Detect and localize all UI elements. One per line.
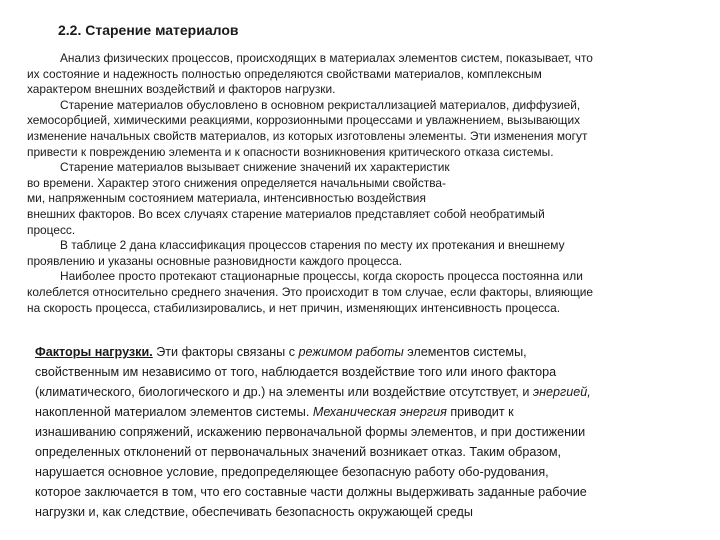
text-line: нагрузки и, как следствие, обеспечивать безопасность окружающей среды: [35, 505, 473, 519]
text-line: на скорость процесса, стабилизировались, и нет причин, изменяющих интенсивность процесса.: [27, 300, 561, 315]
text-line: которое заключается в том, что его составные части должны выдерживать заданные рабочие: [35, 485, 587, 499]
text-line: колеблется относительно среднего значения. Это происходит в том случае, если факторы, влияющие: [27, 284, 593, 299]
text-line: свойственным им независимо от того, наблюдается воздействие того или иного фактора: [35, 365, 557, 379]
text-line: изменение начальных свойств материалов, из которых изготовлены элементы. Эти изменения могут: [27, 128, 588, 143]
text-span: приводит к: [446, 405, 514, 419]
text-line: Старение материалов обусловлено в основном рекристаллизацией материалов, диффузией,: [60, 97, 581, 112]
emphasis-text: Механическая энергия: [312, 405, 447, 419]
text-line: их состояние и надежность полностью определяются свойствами материалов, комплексным: [27, 66, 542, 81]
text-line: проявлению и указаны основные разновидности каждого процесса.: [27, 253, 403, 268]
text-line: Анализ физических процессов, происходящих в материалах элементов систем, показывает, что: [60, 51, 593, 65]
load-factors-block: [35, 342, 705, 522]
text-line: [35, 342, 705, 362]
text-line: [35, 402, 705, 422]
text-span: Эти факторы связаны с: [152, 345, 299, 359]
text-line: Наиболее просто протекают стационарные процессы, когда скорость процесса постоянна или: [60, 269, 583, 284]
text-span: элементов системы,: [403, 345, 527, 359]
text-line: ми, напряженным состоянием материала, интенсивностью воздействия: [27, 191, 426, 206]
text-line: хемосорбцией, химическими реакциями, коррозионными процессами и увлажнением, вызывающих: [27, 113, 581, 128]
text-line: [35, 382, 705, 402]
load-factors-heading: Факторы нагрузки.: [35, 345, 153, 359]
section-title: 2.2. Старение материалов: [58, 22, 239, 38]
text-line: Старение материалов вызывает снижение значений их характеристик: [60, 160, 450, 175]
text-line: во времени. Характер этого снижения определяется начальными свойства-: [27, 175, 446, 190]
text-span: накопленной материалом элементов системы.: [35, 405, 313, 419]
text-line: В таблице 2 дана классификация процессов старения по месту их протекания и внешнему: [60, 238, 565, 253]
upper-text-block: [27, 51, 695, 316]
text-line: процесс.: [27, 222, 76, 237]
text-line: привести к повреждению элемента и к опасности возникновения критического отказа системы.: [27, 144, 554, 159]
emphasis-text: энергией,: [532, 385, 591, 399]
text-line: изнашиванию сопряжений, искажению первоначальной формы элементов, и при достижении: [35, 425, 586, 439]
emphasis-text: режимом работы: [298, 345, 404, 359]
text-line: внешних факторов. Во всех случаях старение материалов представляет собой необратимый: [27, 206, 545, 221]
text-span: (климатического, биологического и др.) на элементы или воздействие отсутствует, и: [35, 385, 533, 399]
text-line: нарушается основное условие, предопределяющее безопасную работу обо-рудования,: [35, 465, 549, 479]
text-line: определенных отклонений от первоначальных значений возникает отказ. Таким образом,: [35, 445, 562, 459]
text-line: характером внешних воздействий и факторов нагрузки.: [27, 82, 336, 97]
